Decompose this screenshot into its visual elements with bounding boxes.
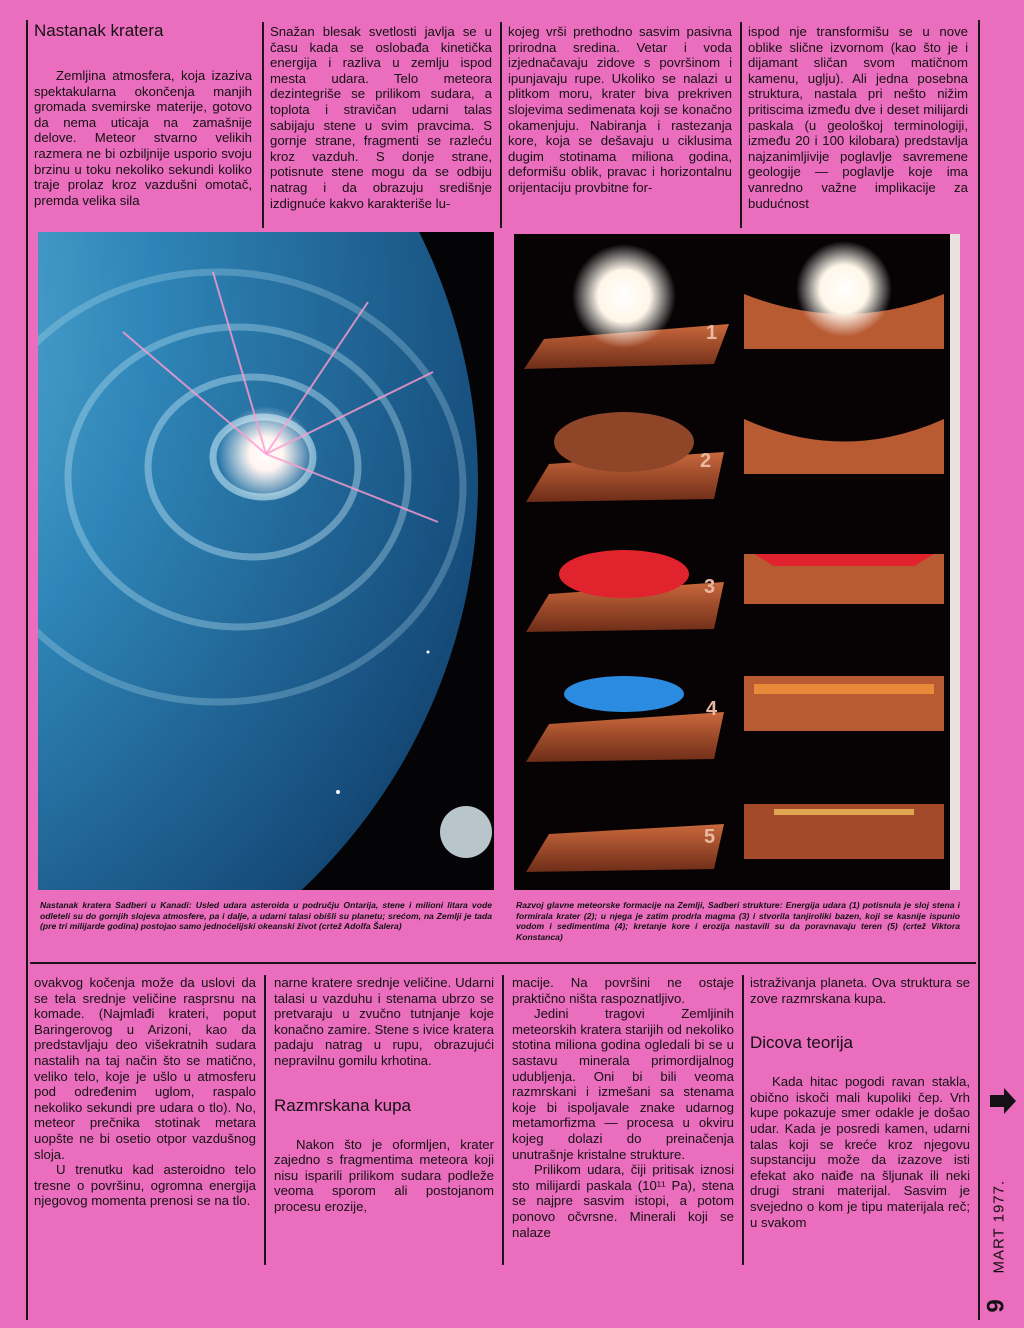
stage-label-1: 1 — [706, 322, 718, 344]
bottom-column-1 — [34, 975, 256, 1209]
continue-arrow-icon — [988, 1086, 1018, 1116]
column-rule — [500, 22, 502, 228]
section-heading-dicova-teorija: Dicova teorija — [750, 1033, 853, 1053]
left-photo-caption: Nastanak kratera Sadberi u Kanadi: Usled udara asteroida u području Ontarija, stene i milioni litara vode odleteli su do gornjih slojeva atmosfere, pa i dalje, a udarni talasi obišli su planetu; srećom, na Zemlji je tada (pre tri milijarde godina) postojao samo jednoćelijski okeanski život (crtež Adolfa Šalera) — [40, 900, 492, 932]
stage-label-4: 4 — [706, 698, 718, 720]
page-number: 9 — [982, 1299, 1010, 1313]
section-heading-razmrskana-kupa: Razmrskana kupa — [274, 1095, 412, 1115]
bottom-col1-p1: ovakvog kočenja može da uslovi da se tela srednje veličine rasprsnu na komade. (Najmlađi krateri, poput Baringerovog u Arizoni, kao da predstavljaju deo višekratnih sudara nastalih na taj način što se matično, veliko telo, koje je ušlo u atmosferu pod određenim uglom, raspalo nekoliko sekundi pre udara o tlo). No, meteor prečnika stotinak metara uopšte ne bi osetio otpor vazdušnog sloja. — [34, 975, 256, 1162]
top-col4-text: ispod nje transformišu se u nove oblike slične izvornom (kao što je i dijamant sličan svom matičnom kamenu, uglju). Ali jedna posebna struktura, nastala pri nešto nižim pritiscima između dve i deset milijardi paskala (u geološkoj terminologiji, između 20 i 100 kilobara) predstavlja najzanimljivije poglavlje savremene geologije — poglavlje koje ima vanredno važne implikacije za budućnost — [748, 24, 968, 211]
right-margin-rule — [978, 20, 980, 1320]
bottom-column-2 — [274, 975, 494, 1215]
bottom-col3-p3: Prilikom udara, čiji pritisak iznosi sto milijardi paskala (10¹¹ Pa), stena se najpre sasvim istopi, a potom ponovo očvrsne. Minerali koji se nalaze — [512, 1162, 734, 1240]
planet-impact-illustration — [38, 232, 494, 890]
crater-stages-svg — [514, 234, 960, 890]
bottom-col3-p2: Jedini tragovi Zemljinih meteorskih kratera starijih od nekoliko stotina miliona godina ogledali bi se u sastavu minerala primordijalnog udubljenja. Oni bi bili veoma razmrskani i izmešani sa stenama koje bi ispoljavale znake udarnog metamorfizma — procesa u okviru kojeg dolazi do preinačenja unutrašnje kristalne strukture. — [512, 1006, 734, 1162]
column-rule — [264, 975, 266, 1265]
top-col1-text: Zemljina atmosfera, koja izaziva spektakularna okončenja manjih gromada svemirske materije, gotovo da nema uticaja na zamašnije delove. Meteor stvarno velikih razmera ne bi ozbiljnije usporio svoju brzinu u toku nekoliko sekundi koliko traje prolaz kroz vazdušni omotač, premda velika sila — [34, 68, 252, 208]
column-rule — [262, 22, 264, 228]
column-rule — [740, 22, 742, 228]
bottom-column-4 — [750, 975, 970, 1230]
top-column-4 — [748, 24, 968, 211]
bottom-col4-p1: istraživanja planeta. Ova struktura se zove razmrskana kupa. — [750, 975, 970, 1006]
planet-impact-svg — [38, 232, 494, 890]
top-column-1 — [34, 20, 252, 208]
column-rule — [742, 975, 744, 1265]
top-column-3 — [508, 24, 732, 196]
bottom-col4-p2: Kada hitac pogodi ravan stakla, obično iskoči mali kupoliki čep. Vrh kupe pokazuje smer odakle je došao udar. Kada je posredi kamen, udarni talas koji se kreće kroz njegovu supstanciju može da izazove isti efekat ako naiđe na šljunak ili neki drugi strani materijal. Sasvim je svejedno o kom je tipu materijala reč; u svakom — [750, 1074, 970, 1230]
top-col2-text: Snažan blesak svetlosti javlja se u času kada se oslobađa kinetička energija i razliva u zemlju ispod mesta udara. Telo meteora dezintegriše se prilikom sudara, a toplota i stravičan udarni talas sabijaju stene u svim pravcima. S gornje strane, fragmenti se razleću kroz vazduh. S donje strane, potisnute stene mogu da se odbiju natrag i da obrazuju središnje izdignuće kakvo karakteriše lu- — [270, 24, 492, 211]
top-col3-text: kojeg vrši prethodno sasvim pasivna prirodna sredina. Vetar i voda izjednačavaju zidove s površinom i ipunjavaju rupe. Ukoliko se nalazi u plitkom moru, krater biva prekriven slojevima sedimenata koji se konačno okamenjuju. Nabiranja i rastezanja kore, koja se dešavaju u ciklusima dugim stotinama miliona godina, deformišu oblik, pravac i horizontalnu orijentaciju provbitne for- — [508, 24, 732, 195]
caption-divider — [30, 962, 976, 964]
issue-date: MART 1977. — [990, 1179, 1008, 1274]
stage-label-3: 3 — [704, 576, 716, 598]
bottom-column-3 — [512, 975, 734, 1240]
right-photo-caption: Razvoj glavne meteorske formacije na Zemlji, Sadberi strukture: Energija udara (1) potisnula je sloj stena i formirala krater (2); u njega je zatim prodrla magma (3) i stvorila tanjiroliki bazen, koji se kasnije ispunio vodom i sedimentima (4); kretanje kore i erozija nastavili su da poravnavaju teren (5) (crtež Viktora Konstanca) — [516, 900, 960, 942]
left-margin-rule — [26, 20, 28, 1320]
article-headline: Nastanak kratera — [34, 21, 164, 40]
bottom-col3-p1: macije. Na površini ne ostaje praktično ništa raspoznatljivo. — [512, 975, 734, 1006]
stage-label-2: 2 — [700, 450, 712, 472]
bottom-col2-p2: Nakon što je oformljen, krater zajedno s fragmentima meteora koji nisu isparili prilikom sudara podleže veoma sporom ali postojanom procesu erozije, — [274, 1136, 494, 1214]
column-rule — [502, 975, 504, 1265]
page-sidebar — [982, 1080, 1024, 1320]
top-column-2 — [270, 24, 492, 211]
bottom-col1-p2: U trenutku kad asteroidno telo tresne o površinu, ogromna energija njegovog momenta prenosi se na tlo. — [34, 1162, 256, 1209]
bottom-col2-p1: narne kratere srednje veličine. Udarni talasi u vazduhu i stenama ubrzo se pretvaraju u zvučno tutnjanje koje konačno zamire. Stene s ivice kratera padaju natrag u rupu, obrazujući nepravilnu gomilu krhotina. — [274, 975, 494, 1068]
stage-label-5: 5 — [704, 826, 716, 848]
crater-stages-illustration — [514, 234, 960, 890]
